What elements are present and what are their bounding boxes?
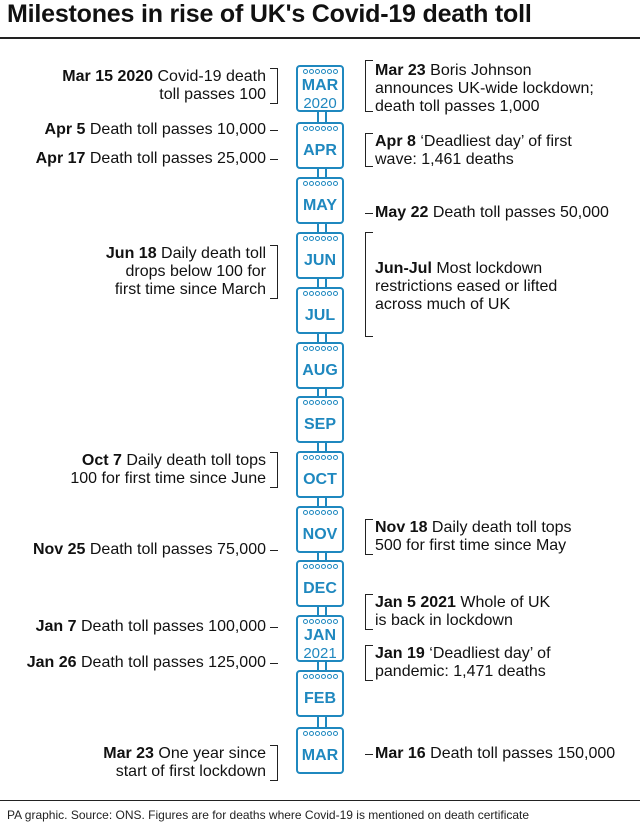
right-event: May 22 Death toll passes 50,000 — [375, 204, 609, 221]
calendar-rings — [298, 69, 342, 76]
source-note: PA graphic. Source: ONS. Figures are for deaths where Covid-19 is mentioned on death certificate — [7, 808, 530, 822]
calendar-icon — [296, 232, 344, 279]
right-bracket — [365, 594, 373, 630]
year-label: 2020 — [303, 95, 337, 112]
calendar-icon — [296, 615, 344, 662]
left-event: Oct 7 Daily death toll tops 100 for first time since June — [70, 452, 266, 487]
footer-rule — [0, 800, 640, 801]
month-label: SEP — [303, 416, 336, 433]
calendar-icon — [296, 396, 344, 443]
left-event: Mar 23 One year since start of first lockdown — [103, 745, 266, 780]
right-event: Jan 19 ‘Deadliest day’ of pandemic: 1,471 deaths — [375, 645, 551, 680]
calendar-rings — [298, 236, 342, 243]
month-label: DEC — [303, 580, 337, 597]
calendar-rings — [298, 346, 342, 353]
calendar-icon — [296, 451, 344, 498]
right-bracket — [365, 519, 373, 555]
month-label: MAR — [301, 77, 339, 94]
left-connector — [270, 627, 278, 628]
calendar-icon — [296, 727, 344, 774]
calendar-rings — [298, 731, 342, 738]
calendar-rings — [298, 619, 342, 626]
left-connector — [270, 550, 278, 551]
left-event: Apr 5 Death toll passes 10,000 — [44, 121, 266, 138]
year-label: 2021 — [303, 645, 337, 662]
left-bracket — [270, 68, 278, 104]
calendar-icon — [296, 65, 344, 112]
month-label: OCT — [303, 471, 337, 488]
right-event: Apr 8 ‘Deadliest day’ of first wave: 1,461 deaths — [375, 133, 572, 168]
right-event: Jun-Jul Most lockdown restrictions eased or lifted across much of UK — [375, 260, 558, 313]
page-title: Milestones in rise of UK's Covid-19 death toll — [7, 0, 532, 28]
calendar-icon — [296, 342, 344, 389]
right-bracket — [365, 645, 373, 681]
calendar-rings — [298, 455, 342, 462]
month-label: APR — [303, 142, 337, 159]
right-connector — [365, 213, 373, 214]
left-bracket — [270, 452, 278, 488]
calendar-icon — [296, 177, 344, 224]
left-event: Mar 15 2020 Covid-19 death toll passes 100 — [62, 68, 266, 103]
right-event: Jan 5 2021 Whole of UK is back in lockdown — [375, 594, 551, 629]
left-connector — [270, 130, 278, 131]
left-event: Jan 7 Death toll passes 100,000 — [35, 618, 266, 635]
calendar-icon — [296, 560, 344, 607]
right-bracket — [365, 232, 373, 337]
left-connector — [270, 663, 278, 664]
left-event: Jan 26 Death toll passes 125,000 — [26, 654, 266, 671]
right-connector — [365, 754, 373, 755]
month-label: FEB — [304, 690, 336, 707]
month-label: JUL — [304, 307, 336, 324]
title-rule — [0, 37, 640, 39]
month-label: MAY — [302, 197, 338, 214]
right-bracket — [365, 133, 373, 167]
calendar-rings — [298, 126, 342, 133]
calendar-rings — [298, 564, 342, 571]
left-bracket — [270, 745, 278, 781]
right-bracket — [365, 60, 373, 112]
month-label: AUG — [302, 362, 338, 379]
left-event: Jun 18 Daily death toll drops below 100 for first time since March — [105, 245, 266, 298]
left-connector — [270, 159, 278, 160]
left-event: Apr 17 Death toll passes 25,000 — [35, 150, 266, 167]
calendar-icon — [296, 670, 344, 717]
calendar-rings — [298, 674, 342, 681]
calendar-icon — [296, 506, 344, 553]
calendar-icon — [296, 287, 344, 334]
right-event: Mar 16 Death toll passes 150,000 — [375, 745, 616, 762]
calendar-rings — [298, 400, 342, 407]
calendar-rings — [298, 510, 342, 517]
month-label: MAR — [301, 747, 339, 764]
month-label: JAN — [303, 627, 336, 644]
right-event: Mar 23 Boris Johnson announces UK-wide lockdown; death toll passes 1,000 — [375, 62, 594, 115]
left-bracket — [270, 245, 278, 299]
left-event: Nov 25 Death toll passes 75,000 — [32, 541, 266, 558]
month-label: NOV — [302, 526, 338, 543]
right-event: Nov 18 Daily death toll tops 500 for first time since May — [375, 519, 572, 554]
month-label: JUN — [303, 252, 336, 269]
calendar-icon — [296, 122, 344, 169]
calendar-rings — [298, 291, 342, 298]
calendar-rings — [298, 181, 342, 188]
